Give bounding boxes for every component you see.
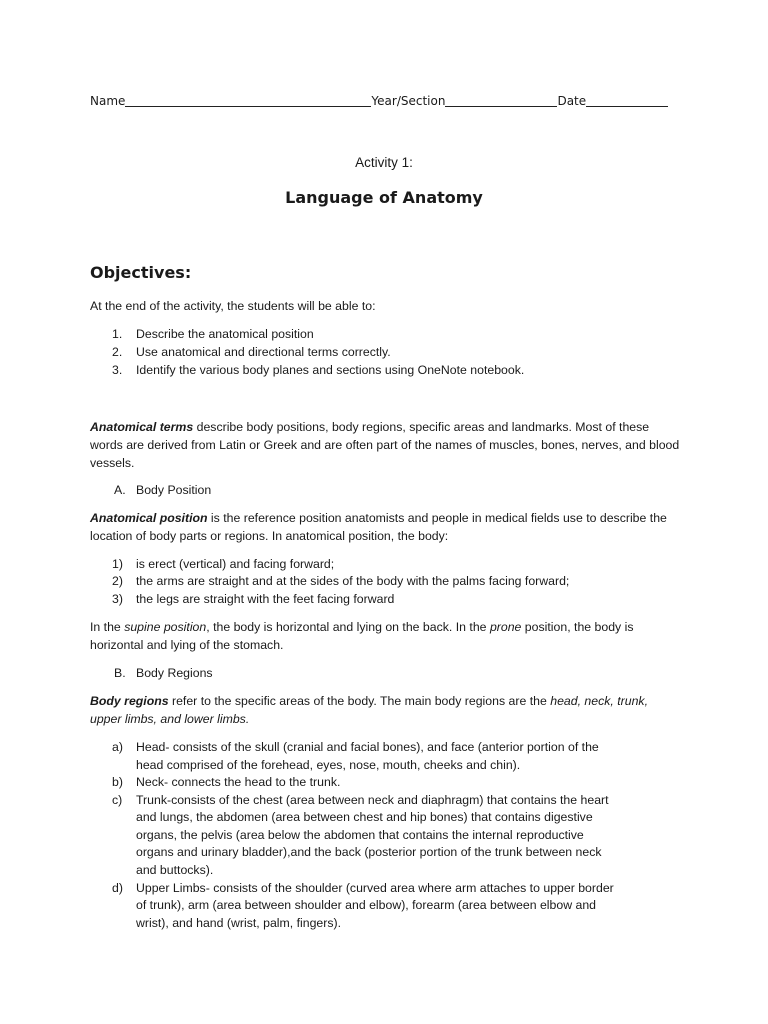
- list-line: and buttocks).: [136, 863, 214, 877]
- name-field-line[interactable]: [125, 94, 371, 107]
- anatomical-terms-term: Anatomical terms: [90, 420, 194, 434]
- list-letter: d): [112, 881, 123, 895]
- list-line: of trunk), arm (area between shoulder and elbow), forearm (area between elbow and: [136, 898, 597, 912]
- list-letter: c): [112, 793, 123, 807]
- list-line: Trunk-consists of the chest (area between neck and diaphragm) that contains the heart: [136, 793, 609, 807]
- list-line: organs and urinary bladder),and the back (posterior portion of the trunk between neck: [136, 845, 602, 859]
- list-line: and lungs, the abdomen (area between chest and hip bones) that contains digestive: [136, 810, 593, 824]
- anatomical-position-term: Anatomical position: [90, 511, 208, 525]
- anatomical-position-text: is the reference position anatomists and people in medical fields use to describe the location of body parts or regions. In anatomical position, the body:: [90, 511, 667, 543]
- list-number: 3.: [112, 363, 123, 377]
- list-letter: b): [112, 775, 123, 789]
- supine-prone-paragraph: [90, 618, 680, 654]
- list-line: Head- consists of the skull (cranial and facial bones), and face (anterior portion of the: [136, 740, 599, 754]
- anatomical-terms-paragraph: [90, 418, 680, 472]
- name-label: Name: [90, 94, 126, 108]
- paragraph-text: In the: [90, 620, 125, 634]
- section-letter: B.: [114, 666, 126, 680]
- list-text: the arms are straight and at the sides of the body with the palms facing forward;: [136, 574, 570, 588]
- body-regions-list-inline: head, neck, trunk, upper limbs, and lower limbs.: [90, 694, 648, 726]
- section-letter: A.: [114, 483, 126, 497]
- body-regions-term: Body regions: [90, 694, 169, 708]
- list-line: organs, the pelvis (area below the abdomen that contains the internal reproductive: [136, 828, 584, 842]
- list-text: Identify the various body planes and sections using OneNote notebook.: [136, 363, 525, 377]
- list-number: 3): [112, 592, 123, 606]
- section-title: Body Position: [136, 483, 212, 497]
- list-text: the legs are straight with the feet facing forward: [136, 592, 395, 606]
- supine-term: supine position: [124, 620, 207, 634]
- paragraph-text: , the body is horizontal and lying on the back. In the: [206, 620, 490, 634]
- objectives-intro: At the end of the activity, the students will be able to:: [90, 299, 376, 313]
- anatomical-terms-text: describe body positions, body regions, specific areas and landmarks. Most of these words are derived from Latin or Greek and are often part of the names of muscles, bones, nerves, and blood vessels.: [90, 420, 680, 470]
- list-line: Upper Limbs- consists of the shoulder (curved area where arm attaches to upper border: [136, 881, 614, 895]
- list-text: is erect (vertical) and facing forward;: [136, 557, 335, 571]
- date-label: Date: [557, 94, 587, 108]
- year-section-label: Year/Section: [371, 94, 446, 108]
- list-number: 1.: [112, 327, 123, 341]
- prone-term: prone: [489, 620, 522, 634]
- student-info-header: [90, 94, 680, 108]
- list-line: wrist), and hand (wrist, palm, fingers).: [136, 916, 342, 930]
- list-number: 1): [112, 557, 123, 571]
- section-title: Body Regions: [136, 666, 213, 680]
- paragraph-text: position, the body is horizontal and lying of the stomach.: [90, 620, 634, 652]
- list-text: Describe the anatomical position: [136, 327, 314, 341]
- list-text: Use anatomical and directional terms correctly.: [136, 345, 391, 359]
- list-line: Neck- connects the head to the trunk.: [136, 775, 341, 789]
- list-number: 2.: [112, 345, 123, 359]
- list-line: head comprised of the forehead, eyes, nose, mouth, cheeks and chin).: [136, 758, 521, 772]
- activity-number: Activity 1:: [355, 155, 413, 170]
- body-regions-text: refer to the specific areas of the body. The main body regions are the: [168, 694, 551, 708]
- page-title: Language of Anatomy: [285, 188, 483, 207]
- list-letter: a): [112, 740, 123, 754]
- body-regions-paragraph: [90, 692, 680, 728]
- anatomical-position-paragraph: [90, 509, 680, 545]
- year-section-field-line[interactable]: [445, 94, 557, 107]
- list-number: 2): [112, 574, 123, 588]
- objectives-heading: Objectives:: [90, 263, 192, 282]
- date-field-line[interactable]: [586, 94, 668, 107]
